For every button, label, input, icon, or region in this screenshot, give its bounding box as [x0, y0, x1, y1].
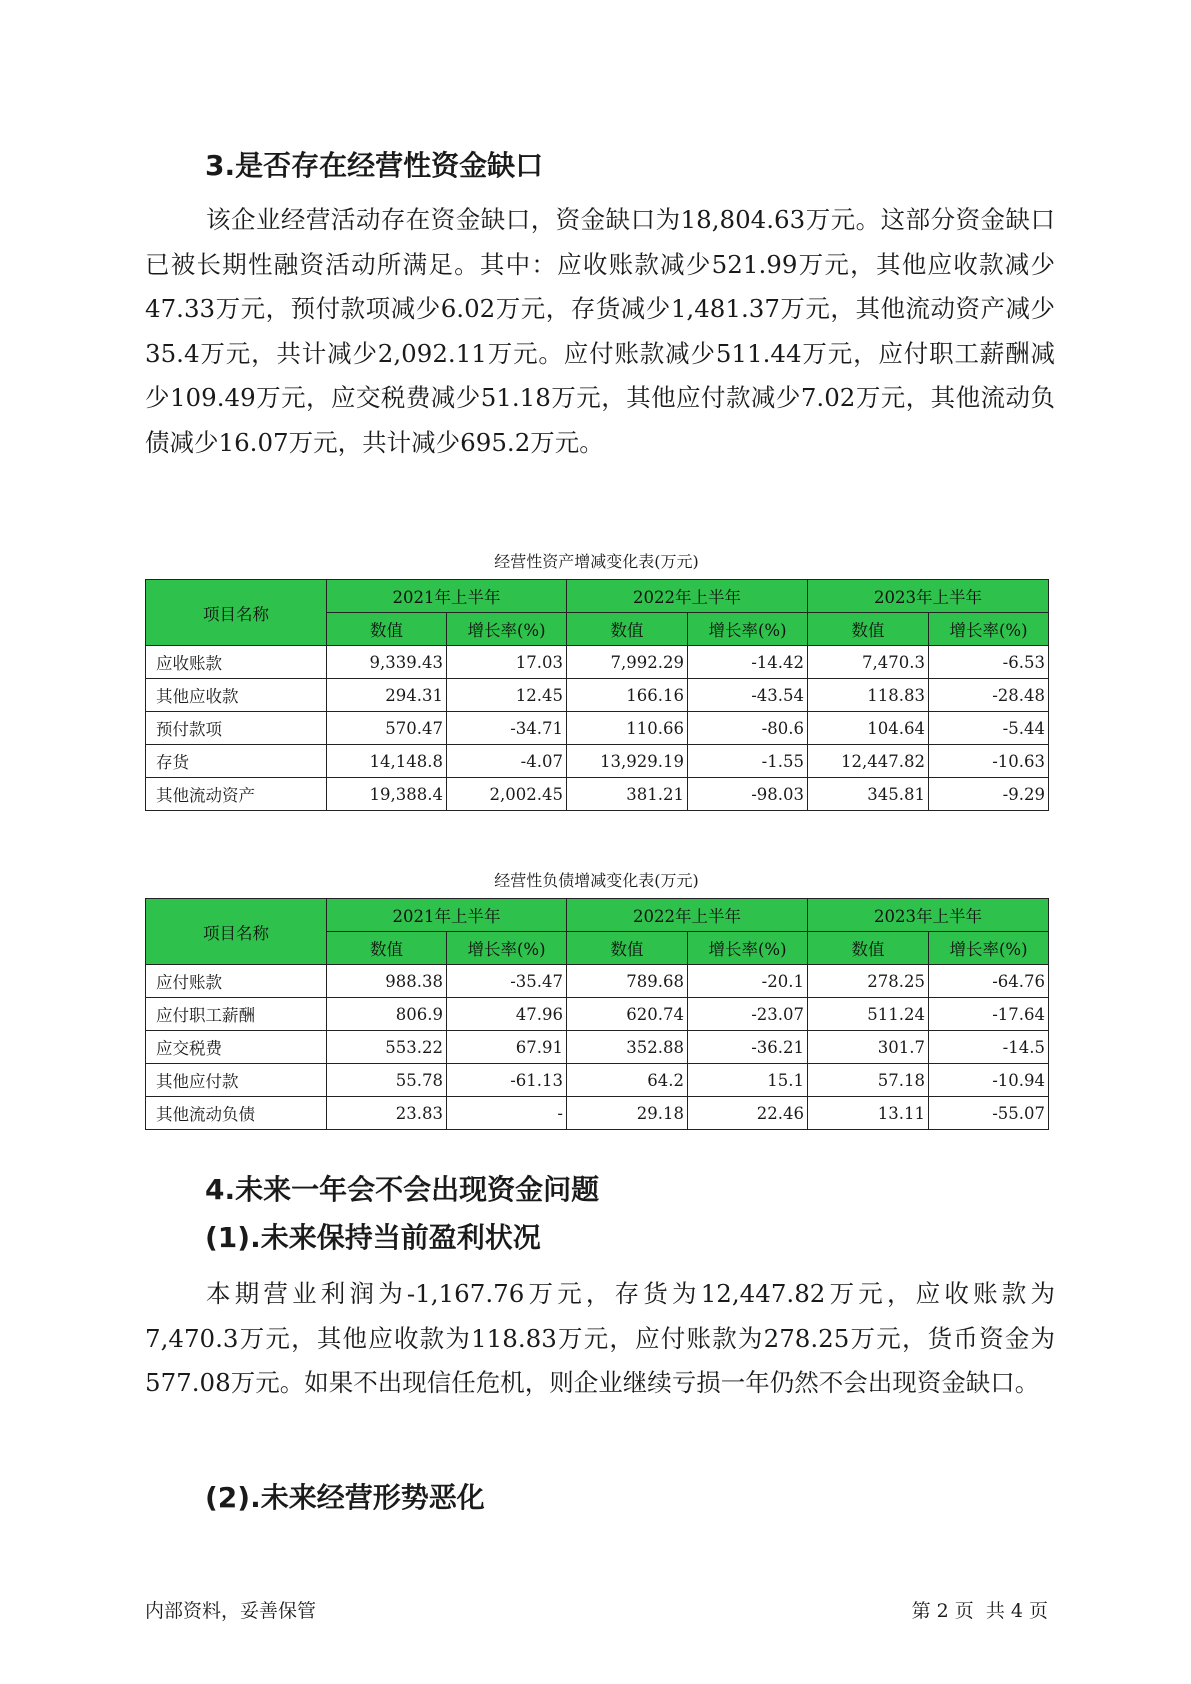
subsection-2-heading: (2).未来经营形势恶化 — [205, 1481, 485, 1514]
cell-rate: -64.76 — [929, 965, 1049, 998]
liability-change-table — [145, 898, 1049, 1130]
table-row — [146, 1064, 1049, 1097]
cell-rate: -6.53 — [929, 646, 1049, 679]
col-item-name: 项目名称 — [146, 899, 327, 965]
cell-value: 294.31 — [327, 679, 447, 712]
cell-rate: -43.54 — [688, 679, 808, 712]
footer-confidential-note: 内部资料，妥善保管 — [145, 1600, 317, 1622]
col-growth-rate: 增长率(%) — [688, 932, 808, 965]
cell-value: 553.22 — [327, 1031, 447, 1064]
cell-value: 620.74 — [567, 998, 688, 1031]
row-name: 存货 — [146, 745, 327, 778]
cell-value: 55.78 — [327, 1064, 447, 1097]
col-growth-rate: 增长率(%) — [447, 613, 567, 646]
table-row — [146, 998, 1049, 1031]
cell-value: 806.9 — [327, 998, 447, 1031]
cell-value: 166.16 — [567, 679, 688, 712]
col-period-2022: 2022年上半年 — [567, 899, 808, 932]
table-row — [146, 679, 1049, 712]
table-row — [146, 965, 1049, 998]
cell-rate: -80.6 — [688, 712, 808, 745]
cell-rate: -4.07 — [447, 745, 567, 778]
liability-table-caption: 经营性负债增减变化表(万元) — [494, 871, 699, 890]
cell-rate: -35.47 — [447, 965, 567, 998]
subsection-1-heading: (1).未来保持当前盈利状况 — [205, 1221, 541, 1254]
col-value: 数值 — [808, 613, 929, 646]
cell-value: 988.38 — [327, 965, 447, 998]
cell-rate: 2,002.45 — [447, 778, 567, 811]
cell-value: 789.68 — [567, 965, 688, 998]
cell-rate: - — [447, 1097, 567, 1130]
cell-rate: -9.29 — [929, 778, 1049, 811]
cell-value: 7,470.3 — [808, 646, 929, 679]
col-value: 数值 — [567, 932, 688, 965]
cell-value: 19,388.4 — [327, 778, 447, 811]
row-name: 应交税费 — [146, 1031, 327, 1064]
cell-value: 14,148.8 — [327, 745, 447, 778]
cell-rate: 15.1 — [688, 1064, 808, 1097]
cell-rate: -55.07 — [929, 1097, 1049, 1130]
asset-table-body — [146, 646, 1049, 811]
section-3-heading: 3.是否存在经营性资金缺口 — [205, 149, 544, 182]
col-value: 数值 — [567, 613, 688, 646]
cell-value: 301.7 — [808, 1031, 929, 1064]
cell-value: 352.88 — [567, 1031, 688, 1064]
cell-value: 511.24 — [808, 998, 929, 1031]
cell-rate: -5.44 — [929, 712, 1049, 745]
col-growth-rate: 增长率(%) — [929, 932, 1049, 965]
col-value: 数值 — [808, 932, 929, 965]
col-period-2022: 2022年上半年 — [567, 580, 808, 613]
row-name: 预付款项 — [146, 712, 327, 745]
cell-rate: -98.03 — [688, 778, 808, 811]
col-period-2023: 2023年上半年 — [808, 580, 1049, 613]
cell-value: 23.83 — [327, 1097, 447, 1130]
cell-rate: 12.45 — [447, 679, 567, 712]
cell-value: 381.21 — [567, 778, 688, 811]
section-4-heading: 4.未来一年会不会出现资金问题 — [205, 1173, 600, 1206]
table-row — [146, 1031, 1049, 1064]
row-name: 其他应收款 — [146, 679, 327, 712]
table-row — [146, 712, 1049, 745]
cell-rate: -14.5 — [929, 1031, 1049, 1064]
footer-page-number: 第 2 页 共 4 页 — [911, 1600, 1048, 1622]
table-header-row — [146, 580, 1049, 613]
col-period-2021: 2021年上半年 — [327, 899, 567, 932]
cell-rate: -1.55 — [688, 745, 808, 778]
cell-rate: -23.07 — [688, 998, 808, 1031]
cell-rate: 17.03 — [447, 646, 567, 679]
cell-rate: 67.91 — [447, 1031, 567, 1064]
cell-value: 104.64 — [808, 712, 929, 745]
cell-value: 570.47 — [327, 712, 447, 745]
row-name: 应付账款 — [146, 965, 327, 998]
cell-value: 12,447.82 — [808, 745, 929, 778]
asset-change-table — [145, 579, 1049, 811]
col-value: 数值 — [327, 613, 447, 646]
row-name: 其他流动负债 — [146, 1097, 327, 1130]
cell-value: 13,929.19 — [567, 745, 688, 778]
section-3-paragraph: 该企业经营活动存在资金缺口，资金缺口为18,804.63万元。这部分资金缺口已被长期性融资活动所满足。其中：应收账款减少521.99万元，其他应收款减少47.33万元，预付款项减少6.02万元，存货减少1,481.37万元，其他流动资产减少35.4万元，共计减少2,092.11万元。应付账款减少511.44万元，应付职工薪酬减少109.49万元，应交税费减少51.18万元，其他应付款减少7.02万元，其他流动负债减少16.07万元，共计减少695.2万元。 — [145, 205, 1055, 457]
cell-rate: -28.48 — [929, 679, 1049, 712]
table-row — [146, 778, 1049, 811]
col-period-2023: 2023年上半年 — [808, 899, 1049, 932]
cell-value: 7,992.29 — [567, 646, 688, 679]
table-header-row — [146, 899, 1049, 932]
cell-value: 278.25 — [808, 965, 929, 998]
cell-rate: -10.94 — [929, 1064, 1049, 1097]
row-name: 应付职工薪酬 — [146, 998, 327, 1031]
cell-rate: -34.71 — [447, 712, 567, 745]
col-item-name: 项目名称 — [146, 580, 327, 646]
subsection-1-paragraph: 本期营业利润为-1,167.76万元，存货为12,447.82万元，应收账款为7,470.3万元，其他应收款为118.83万元，应付账款为278.25万元，货币资金为577.08万元。如果不出现信任危机，则企业继续亏损一年仍然不会出现资金缺口。 — [145, 1279, 1055, 1397]
col-period-2021: 2021年上半年 — [327, 580, 567, 613]
cell-rate: -61.13 — [447, 1064, 567, 1097]
cell-value: 118.83 — [808, 679, 929, 712]
cell-value: 29.18 — [567, 1097, 688, 1130]
table-row — [146, 646, 1049, 679]
cell-rate: -10.63 — [929, 745, 1049, 778]
cell-value: 57.18 — [808, 1064, 929, 1097]
row-name: 其他流动资产 — [146, 778, 327, 811]
cell-value: 9,339.43 — [327, 646, 447, 679]
cell-value: 110.66 — [567, 712, 688, 745]
col-growth-rate: 增长率(%) — [447, 932, 567, 965]
cell-rate: -17.64 — [929, 998, 1049, 1031]
asset-table-caption: 经营性资产增减变化表(万元) — [494, 552, 699, 571]
row-name: 应收账款 — [146, 646, 327, 679]
table-row — [146, 745, 1049, 778]
cell-rate: -36.21 — [688, 1031, 808, 1064]
cell-value: 64.2 — [567, 1064, 688, 1097]
liability-table-body — [146, 965, 1049, 1130]
table-row — [146, 1097, 1049, 1130]
cell-rate: -14.42 — [688, 646, 808, 679]
col-value: 数值 — [327, 932, 447, 965]
cell-value: 13.11 — [808, 1097, 929, 1130]
cell-rate: 22.46 — [688, 1097, 808, 1130]
cell-rate: 47.96 — [447, 998, 567, 1031]
col-growth-rate: 增长率(%) — [688, 613, 808, 646]
cell-value: 345.81 — [808, 778, 929, 811]
cell-rate: -20.1 — [688, 965, 808, 998]
row-name: 其他应付款 — [146, 1064, 327, 1097]
col-growth-rate: 增长率(%) — [929, 613, 1049, 646]
